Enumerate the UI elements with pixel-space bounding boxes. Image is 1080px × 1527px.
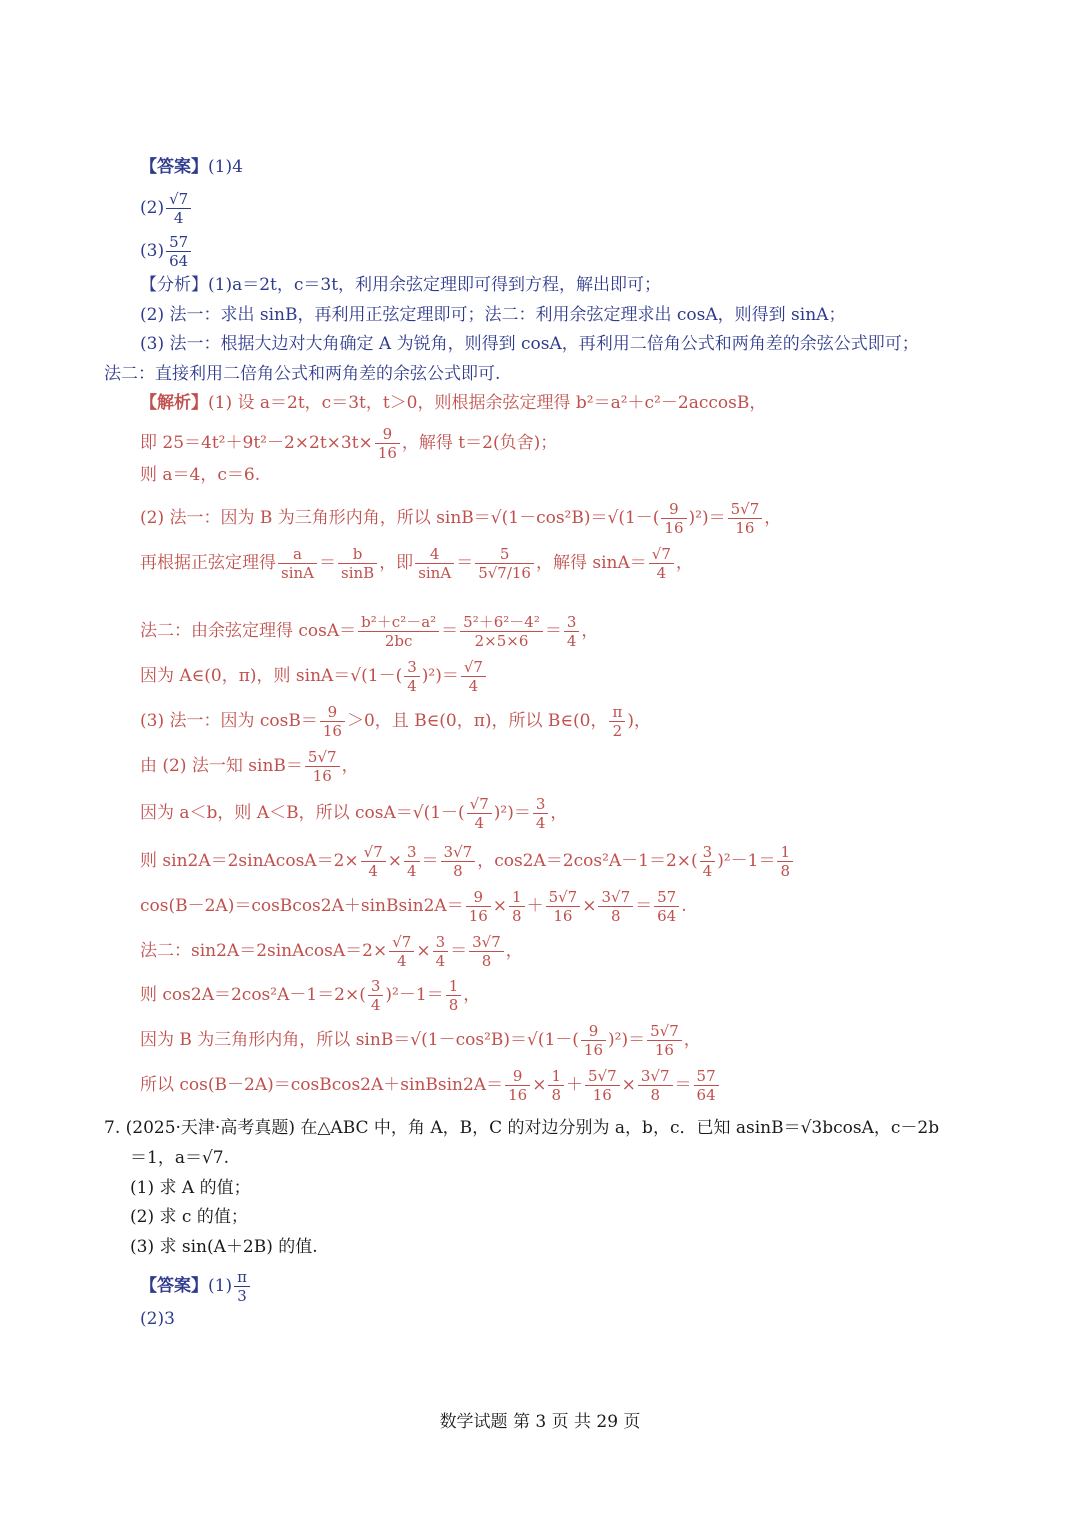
text-line-sol-6	[140, 613, 598, 650]
fraction-denominator: 16	[322, 722, 342, 740]
text-segment: 所以 cos(B－2A)＝cosBcos2A＋sinBsin2A＝	[140, 1075, 504, 1095]
fraction	[777, 843, 793, 880]
fraction	[638, 1067, 673, 1104]
fraction	[320, 703, 345, 740]
fraction	[533, 795, 549, 832]
fraction-numerator: 1	[446, 977, 462, 996]
fraction-numerator: 3√7	[638, 1067, 673, 1086]
text-line-q7-4	[130, 1205, 248, 1229]
text-segment: 法二：由余弦定理得 cosA＝	[140, 621, 357, 641]
fraction-numerator: b	[338, 545, 377, 564]
fraction-numerator: 9	[375, 425, 400, 444]
text-segment: 则 cos2A＝2cos²A－1＝2×(	[140, 985, 366, 1005]
text-segment: ，cos2A＝2cos²A－1＝2×(	[477, 851, 698, 871]
fraction-denominator: 2bc	[384, 632, 413, 650]
fraction	[647, 1022, 682, 1059]
fraction-denominator: 4	[370, 996, 381, 1014]
fraction-denominator: 4	[407, 677, 417, 695]
fraction-denominator: 8	[551, 1086, 561, 1104]
fraction-numerator: 1	[509, 888, 525, 907]
text-segment: (2) 法一：求出 sinB，再利用正弦定理即可；法二：利用余弦定理求出 cosA，则得到 sinA；	[140, 305, 846, 325]
text-segment: (1) 求 A 的值；	[130, 1178, 251, 1198]
text-segment: )²－1＝	[385, 985, 444, 1005]
text-line-ans-7-1	[140, 1268, 252, 1305]
text-segment: ×	[492, 896, 508, 916]
text-line-q7-3	[130, 1176, 251, 1200]
fraction-numerator: 5√7	[546, 888, 581, 907]
fraction-denominator: sinA	[281, 564, 314, 582]
text-segment: ＝	[635, 896, 653, 916]
text-segment: ，即	[379, 553, 414, 573]
text-segment: ＝	[441, 621, 459, 641]
fraction-numerator: π	[609, 703, 625, 722]
text-segment: (2)3	[140, 1309, 175, 1329]
text-line-sol-5	[140, 545, 693, 582]
fraction	[234, 1268, 250, 1305]
fraction-denominator: 8	[650, 1086, 660, 1104]
fraction	[433, 933, 449, 970]
text-segment: ，解得 t＝2(负舍)；	[401, 433, 558, 453]
text-segment: ＝	[319, 553, 336, 573]
fraction-numerator: 5√7	[305, 748, 340, 767]
fraction-denominator: 4	[435, 952, 446, 970]
fraction-numerator: 9	[581, 1022, 606, 1041]
fraction-denominator: 8	[780, 862, 791, 880]
page-footer: 数学试题 第 3 页 共 29 页	[439, 1412, 641, 1432]
fraction	[728, 500, 763, 537]
fraction	[375, 425, 400, 462]
text-segment: ，	[764, 508, 782, 528]
fraction	[166, 233, 191, 270]
text-segment: 【答案】	[140, 157, 208, 177]
text-segment: ＞0，且 B∈(0，π)，所以 B∈(0，	[346, 711, 608, 731]
text-segment: ＝1，a＝√7.	[130, 1148, 230, 1168]
fraction	[415, 545, 454, 582]
text-line-ans-7-2	[140, 1307, 175, 1331]
text-line-sol-11	[140, 843, 795, 880]
text-segment: ×	[532, 1075, 547, 1095]
fraction	[460, 613, 543, 650]
text-segment: 因为 A∈(0，π)，则 sinA＝√(1－(	[140, 666, 403, 686]
fraction	[368, 977, 384, 1014]
text-segment: ，	[505, 941, 523, 961]
text-segment: ×	[387, 851, 402, 871]
text-segment: 【分析】(1)a＝2t，c＝3t，利用余弦定理即可得到方程，解出即可；	[140, 275, 662, 295]
text-segment: (1) 设 a＝2t，c＝3t，t＞0，则根据余弦定理得 b²＝a²＋c²－2accosB，	[208, 393, 767, 413]
fraction-numerator: √7	[649, 545, 674, 564]
text-line-sol-4	[140, 500, 781, 537]
fraction	[467, 795, 492, 832]
text-line-ana-6-4	[104, 362, 500, 386]
text-segment: ，	[341, 756, 359, 776]
text-segment: )²)＝	[493, 803, 531, 823]
text-line-ans-6-3	[140, 233, 193, 270]
fraction-numerator: 3	[564, 613, 580, 632]
fraction-denominator: 16	[583, 1041, 604, 1059]
text-segment: (2)	[140, 198, 165, 218]
fraction-denominator: 16	[468, 907, 488, 925]
text-segment: )²)＝	[421, 666, 459, 686]
text-line-sol-1	[140, 391, 766, 415]
fraction-numerator: 9	[466, 888, 491, 907]
text-segment: ，	[683, 1030, 701, 1050]
fraction	[446, 977, 462, 1014]
fraction	[404, 843, 420, 880]
text-segment: )²－1＝	[717, 851, 776, 871]
fraction-denominator: 8	[611, 907, 621, 925]
fraction-denominator: 64	[169, 252, 189, 270]
text-segment: ，	[463, 985, 481, 1005]
fraction	[358, 613, 439, 650]
text-segment: (3)	[140, 241, 165, 261]
fraction-denominator: 16	[312, 767, 332, 785]
fraction	[305, 748, 340, 785]
fraction	[564, 613, 580, 650]
text-segment: (3) 法一：因为 cosB＝	[140, 711, 318, 731]
text-segment: 因为 B 为三角形内角，所以 sinB＝√(1－cos²B)＝√(1－(	[140, 1030, 579, 1050]
fraction	[546, 888, 581, 925]
fraction	[338, 545, 377, 582]
fraction	[609, 703, 625, 740]
fraction-numerator: 57	[654, 888, 679, 907]
text-segment: ，	[581, 621, 599, 641]
text-line-ana-6-2	[140, 303, 845, 327]
fraction-numerator: 5	[475, 545, 534, 564]
text-line-q7-5	[130, 1235, 318, 1259]
fraction-denominator: 8	[448, 996, 459, 1014]
fraction-numerator: 3√7	[598, 888, 633, 907]
text-line-sol-12	[140, 888, 687, 925]
fraction-denominator: 16	[592, 1086, 612, 1104]
fraction-numerator: 3	[700, 843, 716, 862]
fraction-denominator: 16	[664, 519, 684, 537]
text-line-sol-3	[140, 463, 260, 487]
text-line-ans-6-2	[140, 190, 193, 227]
text-segment: ＝	[421, 851, 439, 871]
text-line-sol-8	[140, 703, 651, 740]
text-line-ana-6-3	[140, 332, 919, 356]
fraction-denominator: 16	[553, 907, 573, 925]
fraction-denominator: 4	[656, 564, 667, 582]
text-line-sol-13	[140, 933, 523, 970]
fraction	[700, 843, 716, 880]
fraction-numerator: 3	[433, 933, 449, 952]
fraction-numerator: 57	[694, 1067, 719, 1086]
fraction-numerator: 4	[415, 545, 454, 564]
fraction	[509, 888, 525, 925]
text-segment: 7. (2025·天津·高考真题) 在△ABC 中，角 A，B，C 的对边分别为 a，b，c．已知 asinB＝√3bcosA，c－2b	[104, 1118, 940, 1138]
fraction-denominator: 2	[612, 722, 623, 740]
fraction-numerator: 5√7	[647, 1022, 682, 1041]
fraction-numerator: 3	[368, 977, 384, 996]
text-segment: 【解析】	[140, 393, 208, 413]
fraction-denominator: 3	[237, 1287, 247, 1305]
fraction-denominator: 4	[535, 814, 546, 832]
fraction	[166, 190, 191, 227]
text-line-ana-6-1	[140, 273, 661, 297]
fraction-numerator: 5√7	[728, 500, 763, 519]
fraction	[654, 888, 679, 925]
fraction-numerator: 9	[320, 703, 345, 722]
fraction-numerator: b²＋c²－a²	[358, 613, 439, 632]
fraction-denominator: 4	[368, 862, 378, 880]
fraction-denominator: sinA	[418, 564, 452, 582]
fraction-numerator: 9	[661, 500, 686, 519]
fraction-numerator: a	[278, 545, 317, 564]
fraction	[694, 1067, 719, 1104]
fraction-numerator: 3	[404, 843, 420, 862]
text-segment: 【答案】	[140, 1276, 208, 1296]
text-segment: (3) 求 sin(A＋2B) 的值.	[130, 1237, 318, 1257]
fraction-denominator: 8	[512, 907, 522, 925]
text-line-ans-6-1	[140, 155, 243, 179]
fraction-denominator: 4	[397, 952, 407, 970]
fraction-numerator: √7	[467, 795, 492, 814]
text-segment: )，	[627, 711, 651, 731]
text-segment: (1)4	[208, 157, 243, 177]
fraction-numerator: 5√7	[585, 1067, 620, 1086]
fraction-denominator: 8	[453, 862, 463, 880]
fraction-denominator: 16	[735, 519, 755, 537]
fraction	[469, 933, 504, 970]
fraction-numerator: π	[234, 1268, 250, 1287]
fraction	[361, 843, 386, 880]
fraction	[466, 888, 491, 925]
text-segment: 法二：直接利用二倍角公式和两角差的余弦公式即可.	[104, 364, 501, 384]
fraction-denominator: 64	[657, 907, 677, 925]
fraction	[389, 933, 414, 970]
text-segment: (2) 求 c 的值；	[130, 1207, 248, 1227]
text-segment: )²)＝	[608, 1030, 646, 1050]
text-segment: )²)＝	[688, 508, 726, 528]
text-segment: cos(B－2A)＝cosBcos2A＋sinBsin2A＝	[140, 896, 464, 916]
fraction-denominator: 4	[702, 862, 713, 880]
fraction-numerator: √7	[166, 190, 191, 209]
fraction-denominator: 4	[407, 862, 417, 880]
fraction	[475, 545, 534, 582]
text-segment: 即 25＝4t²＋9t²－2×2t×3t×	[140, 433, 373, 453]
text-segment: 则 a＝4，c＝6.	[140, 465, 261, 485]
fraction	[278, 545, 317, 582]
fraction-denominator: 4	[173, 209, 184, 227]
text-segment: ×	[416, 941, 431, 961]
fraction	[581, 1022, 606, 1059]
text-segment: 因为 a＜b，则 A＜B，所以 cosA＝√(1－(	[140, 803, 465, 823]
fraction-numerator: √7	[361, 843, 386, 862]
text-segment: 法二：sin2A＝2sinAcosA＝2×	[140, 941, 388, 961]
fraction-denominator: sinB	[341, 564, 375, 582]
fraction-denominator: 4	[468, 677, 479, 695]
fraction-numerator: 1	[777, 843, 793, 862]
fraction-denominator: 16	[508, 1086, 528, 1104]
text-segment: (3) 法一：根据大边对大角确定 A 为锐角，则得到 cosA，再利用二倍角公式和两角差的余弦公式即可；	[140, 334, 919, 354]
text-segment: ×	[582, 896, 597, 916]
text-line-sol-10	[140, 795, 567, 832]
fraction	[661, 500, 686, 537]
fraction-numerator: √7	[461, 658, 486, 677]
text-segment: ＋	[565, 1075, 583, 1095]
fraction	[585, 1067, 620, 1104]
fraction	[505, 1067, 530, 1104]
fraction-denominator: 64	[696, 1086, 716, 1104]
text-segment: 由 (2) 法一知 sinB＝	[140, 756, 303, 776]
text-segment: ，	[675, 553, 693, 573]
text-line-q7-1	[104, 1116, 939, 1140]
fraction-denominator: 2×5×6	[474, 632, 529, 650]
text-segment: ＝	[544, 621, 562, 641]
text-segment: ＝	[674, 1075, 692, 1095]
fraction-denominator: 16	[654, 1041, 674, 1059]
fraction-numerator: 3√7	[441, 843, 476, 862]
text-segment: ×	[621, 1075, 636, 1095]
fraction-numerator: 3	[533, 795, 549, 814]
text-segment: ＋	[526, 896, 544, 916]
fraction-numerator: √7	[389, 933, 414, 952]
text-segment: ，解得 sinA＝	[535, 553, 647, 573]
fraction-denominator: 16	[377, 444, 397, 462]
text-segment: ，	[550, 803, 568, 823]
fraction-denominator: 5√7/16	[478, 564, 531, 582]
fraction	[461, 658, 486, 695]
fraction-numerator: 3√7	[469, 933, 504, 952]
text-segment: (1)	[208, 1276, 233, 1296]
text-line-sol-16	[140, 1067, 721, 1104]
fraction	[404, 658, 420, 695]
fraction-denominator: 4	[566, 632, 577, 650]
fraction	[441, 843, 476, 880]
text-segment: 再根据正弦定理得	[140, 553, 276, 573]
text-line-sol-14	[140, 977, 480, 1014]
text-segment: 则 sin2A＝2sinAcosA＝2×	[140, 851, 359, 871]
fraction-numerator: 5²＋6²－4²	[460, 613, 543, 632]
text-segment: ＝	[450, 941, 468, 961]
text-line-sol-2	[140, 425, 557, 462]
text-line-sol-7	[140, 658, 488, 695]
fraction-numerator: 57	[166, 233, 191, 252]
fraction-numerator: 3	[404, 658, 420, 677]
fraction-numerator: 9	[505, 1067, 530, 1086]
text-line-q7-2	[130, 1146, 229, 1170]
fraction-numerator: 1	[548, 1067, 564, 1086]
text-segment: (2) 法一：因为 B 为三角形内角，所以 sinB＝√(1－cos²B)＝√(1－(	[140, 508, 660, 528]
fraction	[548, 1067, 564, 1104]
fraction	[649, 545, 674, 582]
fraction-denominator: 4	[474, 814, 484, 832]
text-segment: ＝	[456, 553, 474, 573]
text-line-sol-9	[140, 748, 359, 785]
fraction	[598, 888, 633, 925]
fraction-denominator: 8	[481, 952, 492, 970]
text-segment: .	[681, 896, 687, 916]
text-line-sol-15	[140, 1022, 701, 1059]
